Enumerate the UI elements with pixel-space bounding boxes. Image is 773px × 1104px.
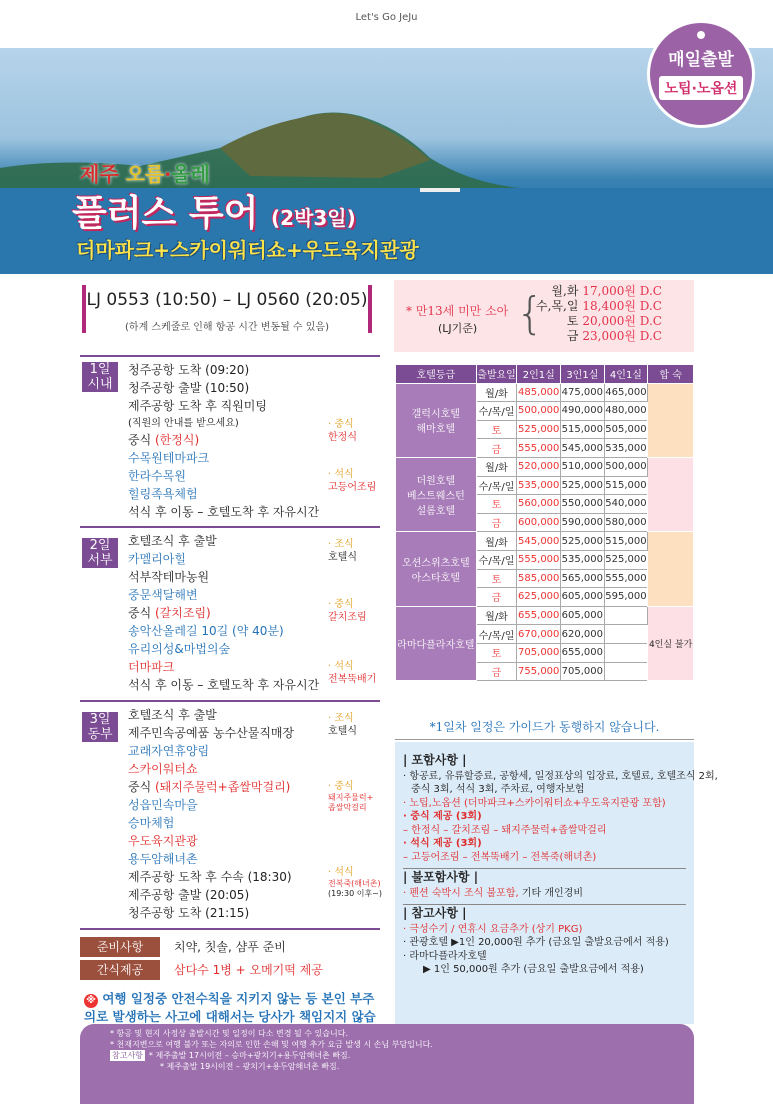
price-cell: 525,000 [604, 550, 648, 569]
badge-daily-label: 매일출발 [668, 50, 734, 70]
departure-day: 월/화 [476, 383, 517, 402]
price-cell: 540,000 [604, 495, 648, 514]
itinerary-item: 스카이워터쇼 [128, 762, 198, 776]
flight-schedule: LJ 0553 (10:50) – LJ 0560 (20:05) [86, 290, 368, 310]
footer-line: * 항공 및 현지 사정상 출발시간 및 일정이 다소 변경 될 수 있습니다. [110, 1029, 348, 1038]
header-cell: 호텔등급 [396, 365, 477, 384]
itinerary-item: 제주민속공예품 농수산물직매장 [128, 726, 295, 740]
kid-day: 수,목,일 [536, 299, 579, 313]
itinerary-item: 호텔조식 후 출발 [128, 534, 217, 548]
price-cell: 525,000 [517, 420, 561, 439]
day-divider [80, 928, 380, 930]
itinerary-item: 제주공항 출발 (20:05) [128, 888, 250, 902]
meal-info [328, 660, 376, 686]
meal-info [328, 538, 357, 564]
footer-line: * 제주출발 17시이전 – 승마+광치기+용두암해녀촌 빠짐. [148, 1051, 351, 1060]
meal-menu: 호텔식 [328, 726, 357, 737]
lunch-menu: (갈치조림) [155, 606, 211, 620]
info-line: · 노팁,노옵션 (더마파크+스카이워터쇼+우도육지관광 포함) [403, 797, 666, 809]
departure-day: 금 [476, 662, 517, 681]
snack-text: 삼다수 1병 + 오메기떡 제공 [174, 963, 323, 977]
warning-text: 여행 일정중 안전수칙을 지키지 않는 등 본인 부주의로 발생하는 사고에 대해서는 당사가 책임지지 않습 [84, 991, 376, 1024]
price-cell: 545,000 [517, 532, 561, 551]
price-cell: 595,000 [604, 588, 648, 607]
tour-title [72, 185, 356, 236]
price-cell: 590,000 [561, 513, 605, 532]
info-line [403, 887, 686, 901]
info-line: 중식 3회, 석식 3회, 주차료, 여행자보험 [411, 784, 585, 795]
price-cell: 655,000 [517, 606, 561, 625]
price-cell: 545,000 [561, 439, 605, 458]
itinerary-item: 힐링족욕체험 [128, 487, 198, 501]
price-cell: 670,000 [517, 625, 561, 644]
price-cell: 555,000 [517, 550, 561, 569]
meal-type: · 조식 [328, 539, 354, 550]
tagline-oreum: 오름 [125, 162, 165, 186]
room-share-cell [648, 457, 694, 531]
meal-type: · 중식 [328, 781, 354, 792]
meal-menu: 전복죽(해녀촌) [328, 879, 381, 888]
itinerary-item: 청주공항 도착 (21:15) [128, 906, 250, 920]
snack-row [80, 960, 380, 980]
price-cell: 705,000 [517, 643, 561, 662]
price-cell: 500,000 [604, 457, 648, 476]
price-cell: 510,000 [561, 457, 605, 476]
departure-day: 월/화 [476, 606, 517, 625]
meal-time: (19:30 이후~) [328, 889, 382, 898]
info-line: · 석식 제공 (3회) [403, 838, 482, 849]
info-line: ▶ 1인 50,000원 추가 (금요일 출발요금에서 적용) [423, 964, 644, 975]
itinerary-item: 카멜리아힐 [128, 552, 186, 566]
meal-type: · 조식 [328, 713, 354, 724]
itinerary-item: 청주공항 도착 (09:20) [128, 363, 250, 377]
room-share-cell [648, 532, 694, 606]
departure-day: 토 [476, 643, 517, 662]
price-cell: 480,000 [604, 402, 648, 421]
itinerary-item: 석부작테마농원 [128, 570, 210, 584]
tagline-jeju: 제주 [80, 162, 119, 186]
footer-line: * 천재지변으로 여행 불가 또는 자의로 인한 손해 및 여행 추가 요금 발생 시 손님 부담입니다. [110, 1040, 433, 1049]
price-cell: 605,000 [561, 588, 605, 607]
meal-info [328, 598, 367, 624]
meal-info [328, 468, 376, 494]
child-discount-box [394, 280, 694, 352]
badge-notip-label: 노팁·노옵션 [659, 76, 744, 100]
lunch-menu: (돼지주물럭+좁쌀막걸리) [155, 780, 291, 794]
brace-icon: { [516, 288, 544, 339]
lunch-menu: (한정식) [155, 433, 200, 447]
day2-label [82, 538, 118, 568]
exclude-breakfast: · 펜션 숙박시 조식 불포함, [403, 887, 519, 899]
kid-price: 20,000원 D.C [582, 314, 662, 328]
reference-title: | 참고사항 | [403, 904, 686, 921]
itinerary-item: 호텔조식 후 출발 [128, 708, 217, 722]
hotel-name: 라마다플라자호텔 [396, 606, 477, 680]
price-cell: 555,000 [604, 569, 648, 588]
price-cell: 525,000 [561, 532, 605, 551]
price-header-row [396, 365, 694, 384]
day3-label [82, 712, 118, 742]
includes-title: | 포함사항 | [403, 753, 467, 767]
departure-day: 수/목/일 [476, 625, 517, 644]
day1-label [82, 362, 118, 392]
price-cell: 705,000 [561, 662, 605, 681]
departure-day: 토 [476, 495, 517, 514]
meal-menu: 좁쌀막걸리 [328, 803, 367, 812]
tagline-olle: 올레 [171, 162, 210, 186]
header-cell: 4인1실 [604, 365, 648, 384]
itinerary-item: 석식 후 이동 – 호텔도착 후 자유시간 [128, 505, 320, 519]
footer-notes [80, 1024, 694, 1104]
meal-type: · 석식 [328, 661, 354, 672]
departure-day: 금 [476, 439, 517, 458]
guide-note: *1일차 일정은 가이드가 동행하지 않습니다. [395, 718, 694, 740]
day-number: 3일 [89, 712, 111, 727]
kid-price: 23,000원 D.C [582, 329, 662, 343]
departure-day: 수/목/일 [476, 476, 517, 495]
price-cell [604, 662, 648, 681]
prep-label: 준비사항 [80, 937, 160, 957]
meal-info [328, 780, 373, 813]
price-cell: 555,000 [517, 439, 561, 458]
meal-type: · 석식 [328, 469, 354, 480]
price-cell: 485,000 [517, 383, 561, 402]
price-cell: 625,000 [517, 588, 561, 607]
lunch-label: 중식 [128, 780, 155, 794]
hero-tagline: 제주 오름·올레 [80, 162, 210, 186]
info-line: – 고등어조림 – 전복뚝배기 – 전복죽(해녀촌) [403, 851, 597, 863]
itinerary-item: 중문색달해변 [128, 588, 198, 602]
price-cell: 535,000 [604, 439, 648, 458]
hotel-name: 갤럭시호텔 해마호텔 [396, 383, 477, 457]
price-cell: 515,000 [561, 420, 605, 439]
flight-note: (하계 스케줄로 인해 항공 시간 변동될 수 있음) [125, 322, 329, 333]
price-row [396, 383, 694, 402]
meal-type: · 중식 [328, 599, 354, 610]
kid-day: 월,화 [551, 284, 579, 298]
price-cell: 515,000 [604, 532, 648, 551]
day-number: 1일 [89, 362, 111, 377]
itinerary-item: 송악산올레길 10길 (약 40분) [128, 624, 284, 638]
price-cell: 520,000 [517, 457, 561, 476]
brand-header: Let's Go JeJu [355, 12, 418, 23]
itinerary-note: (직원의 안내를 받으세요) [128, 418, 239, 429]
itinerary-item: 수목원테마파크 [128, 451, 210, 465]
price-cell: 565,000 [561, 569, 605, 588]
price-cell: 620,000 [561, 625, 605, 644]
child-discount-label: * 만13세 미만 소아 [406, 304, 509, 318]
itinerary-item: 우도육지관광 [128, 834, 198, 848]
child-discount-basis: (LJ기준) [438, 322, 478, 335]
day-divider [80, 355, 380, 357]
header-cell: 3인1실 [561, 365, 605, 384]
price-cell: 525,000 [561, 476, 605, 495]
itinerary-item [128, 432, 199, 448]
info-line: · 관광호텔 ▶1인 20,000원 추가 (금요일 출발요금에서 적용) [403, 937, 669, 948]
departure-day: 토 [476, 420, 517, 439]
itinerary-item: 더마파크 [128, 660, 175, 674]
itinerary-item: 성읍민속마을 [128, 798, 198, 812]
itinerary-item [128, 779, 290, 795]
meal-menu: 돼지주물럭+ [328, 793, 374, 802]
kid-day: 토 [566, 314, 579, 328]
meal-type: · 석식 [328, 867, 354, 878]
price-cell: 475,000 [561, 383, 605, 402]
info-line: · 항공료, 유류할증료, 공항세, 일정표상의 입장료, 호텔료, 호텔조식 2회, [403, 770, 718, 782]
departure-day: 수/목/일 [476, 402, 517, 421]
price-cell: 535,000 [517, 476, 561, 495]
lunch-label: 중식 [128, 433, 155, 447]
info-line: – 한정식 – 갈치조림 – 돼지주물럭+좁쌀막걸리 [403, 824, 607, 836]
departure-day: 월/화 [476, 457, 517, 476]
kid-price: 18,400원 D.C [582, 299, 662, 313]
departure-day: 금 [476, 513, 517, 532]
room-share-cell: 4인실 불가 [648, 606, 694, 680]
warning-icon: ※ [84, 994, 98, 1008]
kid-day: 금 [566, 329, 579, 343]
day-area: 시내 [87, 377, 113, 392]
meal-menu: 갈치조림 [328, 612, 367, 623]
itinerary-item [128, 605, 211, 621]
room-share-cell [648, 383, 694, 457]
price-cell: 585,000 [517, 569, 561, 588]
price-table [395, 364, 694, 681]
price-cell [604, 625, 648, 644]
price-cell [604, 643, 648, 662]
itinerary-item: 청주공항 출발 (10:50) [128, 381, 250, 395]
day-divider [80, 526, 380, 528]
price-row [396, 532, 694, 551]
itinerary-item: 교래자연휴양림 [128, 744, 210, 758]
meal-menu: 한정식 [328, 432, 357, 443]
tour-duration: (2박3일) [270, 206, 356, 230]
info-line: · 중식 제공 (3회) [403, 811, 482, 822]
itinerary-item: 유리의성&마법의숲 [128, 642, 231, 656]
hotel-name: 오션스위츠호텔 아스타호텔 [396, 532, 477, 606]
departure-day: 월/화 [476, 532, 517, 551]
reference-tag: 참고사항 [112, 1051, 143, 1060]
itinerary-item: 제주공항 도착 후 직원미팅 [128, 399, 267, 413]
itinerary-item: 석식 후 이동 – 호텔도착 후 자유시간 [128, 678, 320, 692]
price-row [396, 606, 694, 625]
lunch-label: 중식 [128, 606, 155, 620]
itinerary-item: 제주공항 도착 후 수속 (18:30) [128, 870, 292, 884]
departure-day: 수/목/일 [476, 550, 517, 569]
footer-ref [110, 1050, 664, 1061]
price-cell [604, 606, 648, 625]
child-discount-table [534, 284, 664, 344]
day-number: 2일 [89, 538, 111, 553]
badge-dot [697, 31, 705, 39]
info-line: · 극성수기 / 연휴시 요금추가 (상기 PKG) [403, 923, 583, 935]
snack-label: 간식제공 [80, 960, 160, 980]
price-cell: 560,000 [517, 495, 561, 514]
day-area: 서부 [87, 553, 113, 568]
departure-day: 토 [476, 569, 517, 588]
tour-title-text: 플러스 투어 [72, 193, 259, 234]
departure-day: 금 [476, 588, 517, 607]
meal-menu: 전복뚝배기 [328, 674, 377, 685]
price-cell: 580,000 [604, 513, 648, 532]
tour-subtitle: 더마파크+스카이워터쇼+우도육지관광 [76, 238, 419, 262]
header-cell: 2인1실 [517, 365, 561, 384]
day-divider [80, 700, 380, 702]
price-cell: 465,000 [604, 383, 648, 402]
itinerary-item: 승마체험 [128, 816, 175, 830]
price-row [396, 457, 694, 476]
day-area: 동부 [87, 727, 113, 742]
price-cell: 550,000 [561, 495, 605, 514]
info-line: · 라마다플라자호텔 [403, 950, 487, 962]
exclude-personal: 기타 개인경비 [518, 887, 584, 899]
meal-info [328, 712, 357, 738]
itinerary-item: 용두암해녀촌 [128, 852, 198, 866]
itinerary-item: 한라수목원 [128, 469, 186, 483]
price-cell: 535,000 [561, 550, 605, 569]
meal-type: · 중식 [328, 419, 354, 430]
meal-menu: 호텔식 [328, 552, 357, 563]
price-cell: 500,000 [517, 402, 561, 421]
price-cell: 755,000 [517, 662, 561, 681]
daily-departure-badge [647, 20, 755, 128]
price-cell: 655,000 [561, 643, 605, 662]
excludes-title: | 불포함사항 | [403, 868, 686, 885]
footer-line: * 제주출발 19시이전 – 광치기+용두암해녀촌 빠짐. [160, 1062, 340, 1071]
price-cell: 605,000 [561, 606, 605, 625]
prep-row [80, 937, 380, 957]
price-cell: 505,000 [604, 420, 648, 439]
header-cell: 출발요일 [476, 365, 517, 384]
header-cell: 합 숙 [648, 365, 694, 384]
kid-price: 17,000원 D.C [582, 284, 662, 298]
hotel-name: 더원호텔 베스트웨스턴 설롬호텔 [396, 457, 477, 531]
prep-text: 치약, 칫솔, 샴푸 준비 [174, 940, 286, 954]
price-cell: 490,000 [561, 402, 605, 421]
meal-info [328, 418, 357, 444]
meal-menu: 고등어조림 [328, 482, 377, 493]
flight-info [82, 285, 372, 333]
price-cell: 515,000 [604, 476, 648, 495]
price-cell: 600,000 [517, 513, 561, 532]
info-box [395, 742, 718, 1024]
meal-info [328, 866, 382, 899]
